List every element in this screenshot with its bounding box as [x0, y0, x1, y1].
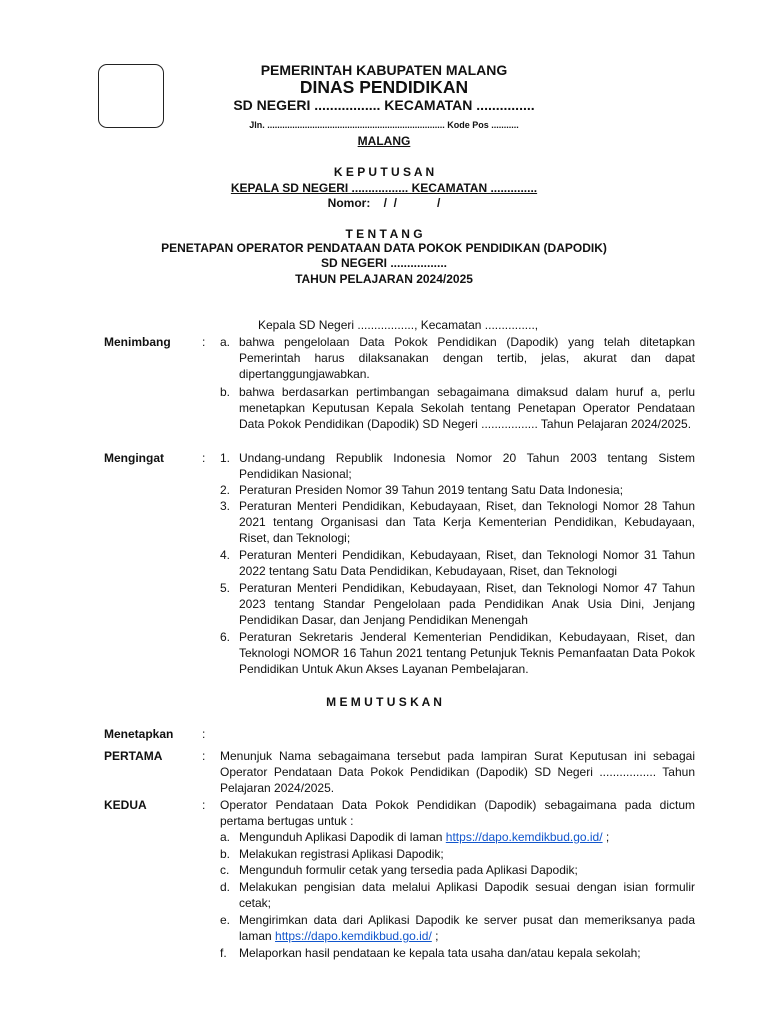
list-marker: b. — [220, 847, 231, 861]
list-marker: b. — [220, 385, 231, 399]
list-text-part: Mengirimkan data dari Aplikasi Dapodik ke server pusat dan memeriksanya pada laman — [239, 913, 695, 943]
mengingat-label: Mengingat — [104, 451, 164, 465]
kedua-text: Operator Pendataan Data Pokok Pendidikan (Dapodik) sebagaimana pada dictum pertama bertugas untuk : — [220, 798, 695, 828]
list-marker: 3. — [220, 499, 231, 513]
list-marker: 1. — [220, 451, 231, 465]
government-name: PEMERINTAH KABUPATEN MALANG — [260, 62, 508, 78]
list-marker: 2. — [220, 483, 231, 497]
menimbang-colon: : — [202, 335, 206, 349]
menetapkan-label: Menetapkan — [104, 727, 174, 741]
menimbang-label: Menimbang — [104, 335, 171, 349]
list-text: bahwa pengelolaan Data Pokok Pendidikan (Dapodik) yang telah ditetapkan Pemerintah harus dilaksanakan dengan tertib, jelas, akurat dan dapat dipertanggungjawabkan. — [239, 335, 695, 381]
list-marker: 6. — [220, 630, 231, 644]
city-name: MALANG — [357, 134, 411, 148]
memutuskan-heading: M E M U T U S K A N — [326, 695, 442, 709]
menetapkan-colon: : — [202, 727, 206, 741]
list-text-part: ; — [602, 830, 610, 844]
list-text: Peraturan Presiden Nomor 39 Tahun 2019 tentang Satu Data Indonesia; — [239, 483, 624, 497]
pertama-label: PERTAMA — [104, 749, 163, 763]
about-line-2: SD NEGERI ................. — [320, 256, 448, 270]
agency-name: DINAS PENDIDIKAN — [299, 77, 469, 97]
list-text: Peraturan Menteri Pendidikan, Kebudayaan, Riset, dan Teknologi Nomor 47 Tahun 2023 tentang Standar Pengelolaan pada Pendidikan Anak Usia Dini, Jenjang Pendidikan Dasar, dan Jenjang Pendidikan Menengah — [239, 581, 695, 627]
list-text: Peraturan Sekretaris Jenderal Kementerian Pendidikan, Kebudayaan, Riset, dan Teknologi NOMOR 16 Tahun 2021 tentang Petunjuk Teknis Pemanfaatan Data Pokok Pendidikan Untuk Akun Akses Layanan Pembelajaran. — [239, 630, 695, 676]
school-name: SD NEGERI ................. KECAMATAN ............... — [233, 97, 535, 113]
list-text — [239, 829, 695, 845]
pertama-colon: : — [202, 749, 206, 763]
list-text: Melakukan pengisian data melalui Aplikasi Dapodik sesuai dengan isian formulir cetak; — [239, 880, 695, 910]
mengingat-colon: : — [202, 451, 206, 465]
list-marker: f. — [220, 946, 227, 960]
decree-number: Nomor: / / / — [327, 196, 441, 210]
list-marker: a. — [220, 335, 231, 349]
dapodik-link[interactable]: https://dapo.kemdikbud.go.id/ — [445, 830, 603, 844]
list-text-part: ; — [431, 929, 439, 943]
list-text: Melakukan registrasi Aplikasi Dapodik; — [239, 847, 444, 861]
decree-issuer: KEPALA SD NEGERI ................. KECAMATAN .............. — [230, 181, 538, 195]
list-text: Undang-undang Republik Indonesia Nomor 20 Tahun 2003 tentang Sistem Pendidikan Nasional; — [239, 451, 695, 481]
list-text-part: Mengunduh Aplikasi Dapodik di laman — [239, 830, 446, 844]
list-marker: 5. — [220, 581, 231, 595]
intro-line: Kepala SD Negeri ................., Kecamatan ..............., — [258, 318, 539, 332]
list-marker: d. — [220, 880, 231, 894]
dapodik-link[interactable]: https://dapo.kemdikbud.go.id/ — [275, 929, 432, 943]
list-marker: a. — [220, 830, 231, 844]
decree-title: K E P U T U S A N — [333, 165, 435, 179]
list-text: Peraturan Menteri Pendidikan, Kebudayaan, Riset, dan Teknologi Nomor 28 Tahun 2021 tentang Organisasi dan Tata Kerja Kementerian Pendidikan, Kebudayaan, Riset, dan Teknologi; — [239, 499, 695, 545]
kedua-label: KEDUA — [104, 798, 147, 812]
list-marker: c. — [220, 863, 230, 877]
list-text: Mengunduh formulir cetak yang tersedia pada Aplikasi Dapodik; — [239, 863, 578, 877]
about-line-1: PENETAPAN OPERATOR PENDATAAN DATA POKOK PENDIDIKAN (DAPODIK) — [161, 241, 607, 255]
kedua-colon: : — [202, 798, 206, 812]
list-text — [239, 912, 695, 944]
about-line-3: TAHUN PELAJARAN 2024/2025 — [295, 272, 473, 286]
list-marker: e. — [220, 913, 231, 927]
about-label: T E N T A N G — [345, 227, 423, 241]
list-marker: 4. — [220, 548, 231, 562]
list-text: Melaporkan hasil pendataan ke kepala tata usaha dan/atau kepala sekolah; — [239, 946, 641, 960]
list-text: Peraturan Menteri Pendidikan, Kebudayaan, Riset, dan Teknologi Nomor 31 Tahun 2022 tentang Satu Data Pendidikan, Kebudayaan, Riset, dan Teknologi — [239, 548, 695, 578]
list-text: bahwa berdasarkan pertimbangan sebagaimana dimaksud dalam huruf a, perlu menetapkan Keputusan Kepala Sekolah tentang Penetapan Operator Pendataan Data Pokok Pendidikan (Dapodik) SD Negeri ................. Tahun Pelajaran 2024/2025. — [239, 385, 695, 431]
pertama-text: Menunjuk Nama sebagaimana tersebut pada lampiran Surat Keputusan ini sebagai Operator Pendataan Data Pokok Pendidikan (Dapodik) SD Negeri ................. Tahun Pelajaran 2024/2025. — [220, 749, 695, 795]
address-line: Jln. ....................................................................... Kode Pos ........... — [249, 120, 519, 130]
